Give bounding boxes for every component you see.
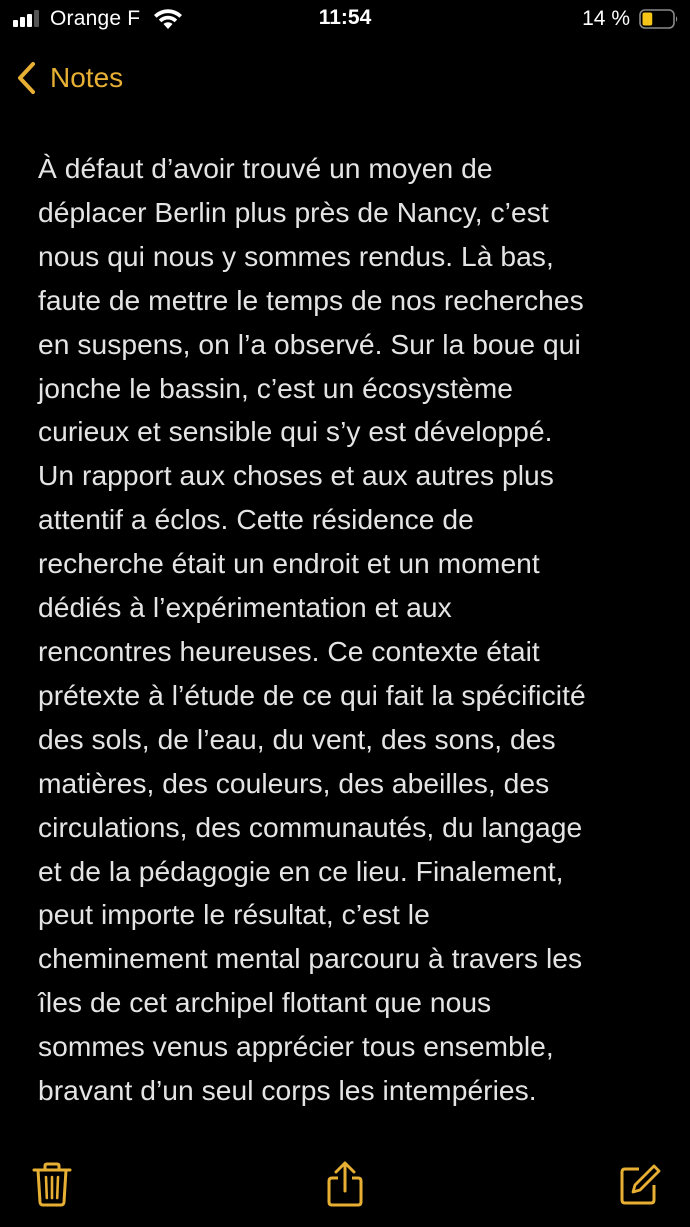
note-text-line: prétexte à l’étude de ce qui fait la spécificité <box>38 678 586 711</box>
note-text-line: bravant d’un seul corps les intempéries. <box>38 1074 537 1107</box>
back-label: Notes <box>50 62 124 93</box>
share-note-button[interactable] <box>323 1161 367 1207</box>
note-text-line: dédiés à l’expérimentation et aux <box>38 591 452 624</box>
note-text-line: Un rapport aux choses et aux autres plus <box>38 459 554 492</box>
note-text-line: curieux et sensible qui s’y est développé. <box>38 415 553 448</box>
note-text-line: déplacer Berlin plus près de Nancy, c’est <box>38 195 549 228</box>
note-text-line: et de la pédagogie en ce lieu. Finalement, <box>38 854 564 887</box>
note-text-line: sommes venus apprécier tous ensemble, <box>38 1030 554 1063</box>
note-text-line: attentif a éclos. Cette résidence de <box>38 503 474 536</box>
compose-icon <box>617 1161 661 1207</box>
note-text-line: cheminement mental parcouru à travers les <box>38 942 583 975</box>
note-text-editor[interactable] <box>38 147 664 1113</box>
note-text-line: rencontres heureuses. Ce contexte était <box>38 634 540 667</box>
status-bar <box>0 0 690 40</box>
share-icon <box>323 1161 367 1207</box>
trash-icon <box>30 1161 74 1207</box>
note-text-line: en suspens, on l’a observé. Sur la boue qui <box>38 327 581 360</box>
navigation-bar <box>0 54 690 104</box>
back-to-notes-button[interactable] <box>14 58 123 98</box>
note-text-line: nous qui nous y sommes rendus. Là bas, <box>38 239 554 272</box>
compose-note-button[interactable] <box>617 1161 661 1207</box>
note-text-line: faute de mettre le temps de nos recherches <box>38 283 584 316</box>
battery-percentage: 14 % <box>582 7 630 30</box>
note-text-line: jonche le bassin, c’est un écosystème <box>38 371 514 404</box>
note-text-line: circulations, des communautés, du langage <box>38 810 583 843</box>
status-time: 11:54 <box>318 6 372 29</box>
bottom-toolbar <box>0 1147 690 1227</box>
note-text-line: recherche était un endroit et un moment <box>38 547 540 580</box>
delete-note-button[interactable] <box>30 1161 74 1207</box>
note-text-line: À défaut d’avoir trouvé un moyen de <box>38 152 493 184</box>
note-text-line: des sols, de l’eau, du vent, des sons, des <box>38 722 556 755</box>
note-text-line: peut importe le résultat, c’est le <box>38 898 430 931</box>
battery-icon <box>639 9 679 29</box>
note-text-line: îles de cet archipel flottant que nous <box>38 986 492 1019</box>
chevron-left-icon <box>14 60 38 96</box>
carrier-name: Orange F <box>50 7 141 30</box>
note-text-line: matières, des couleurs, des abeilles, des <box>38 766 550 799</box>
